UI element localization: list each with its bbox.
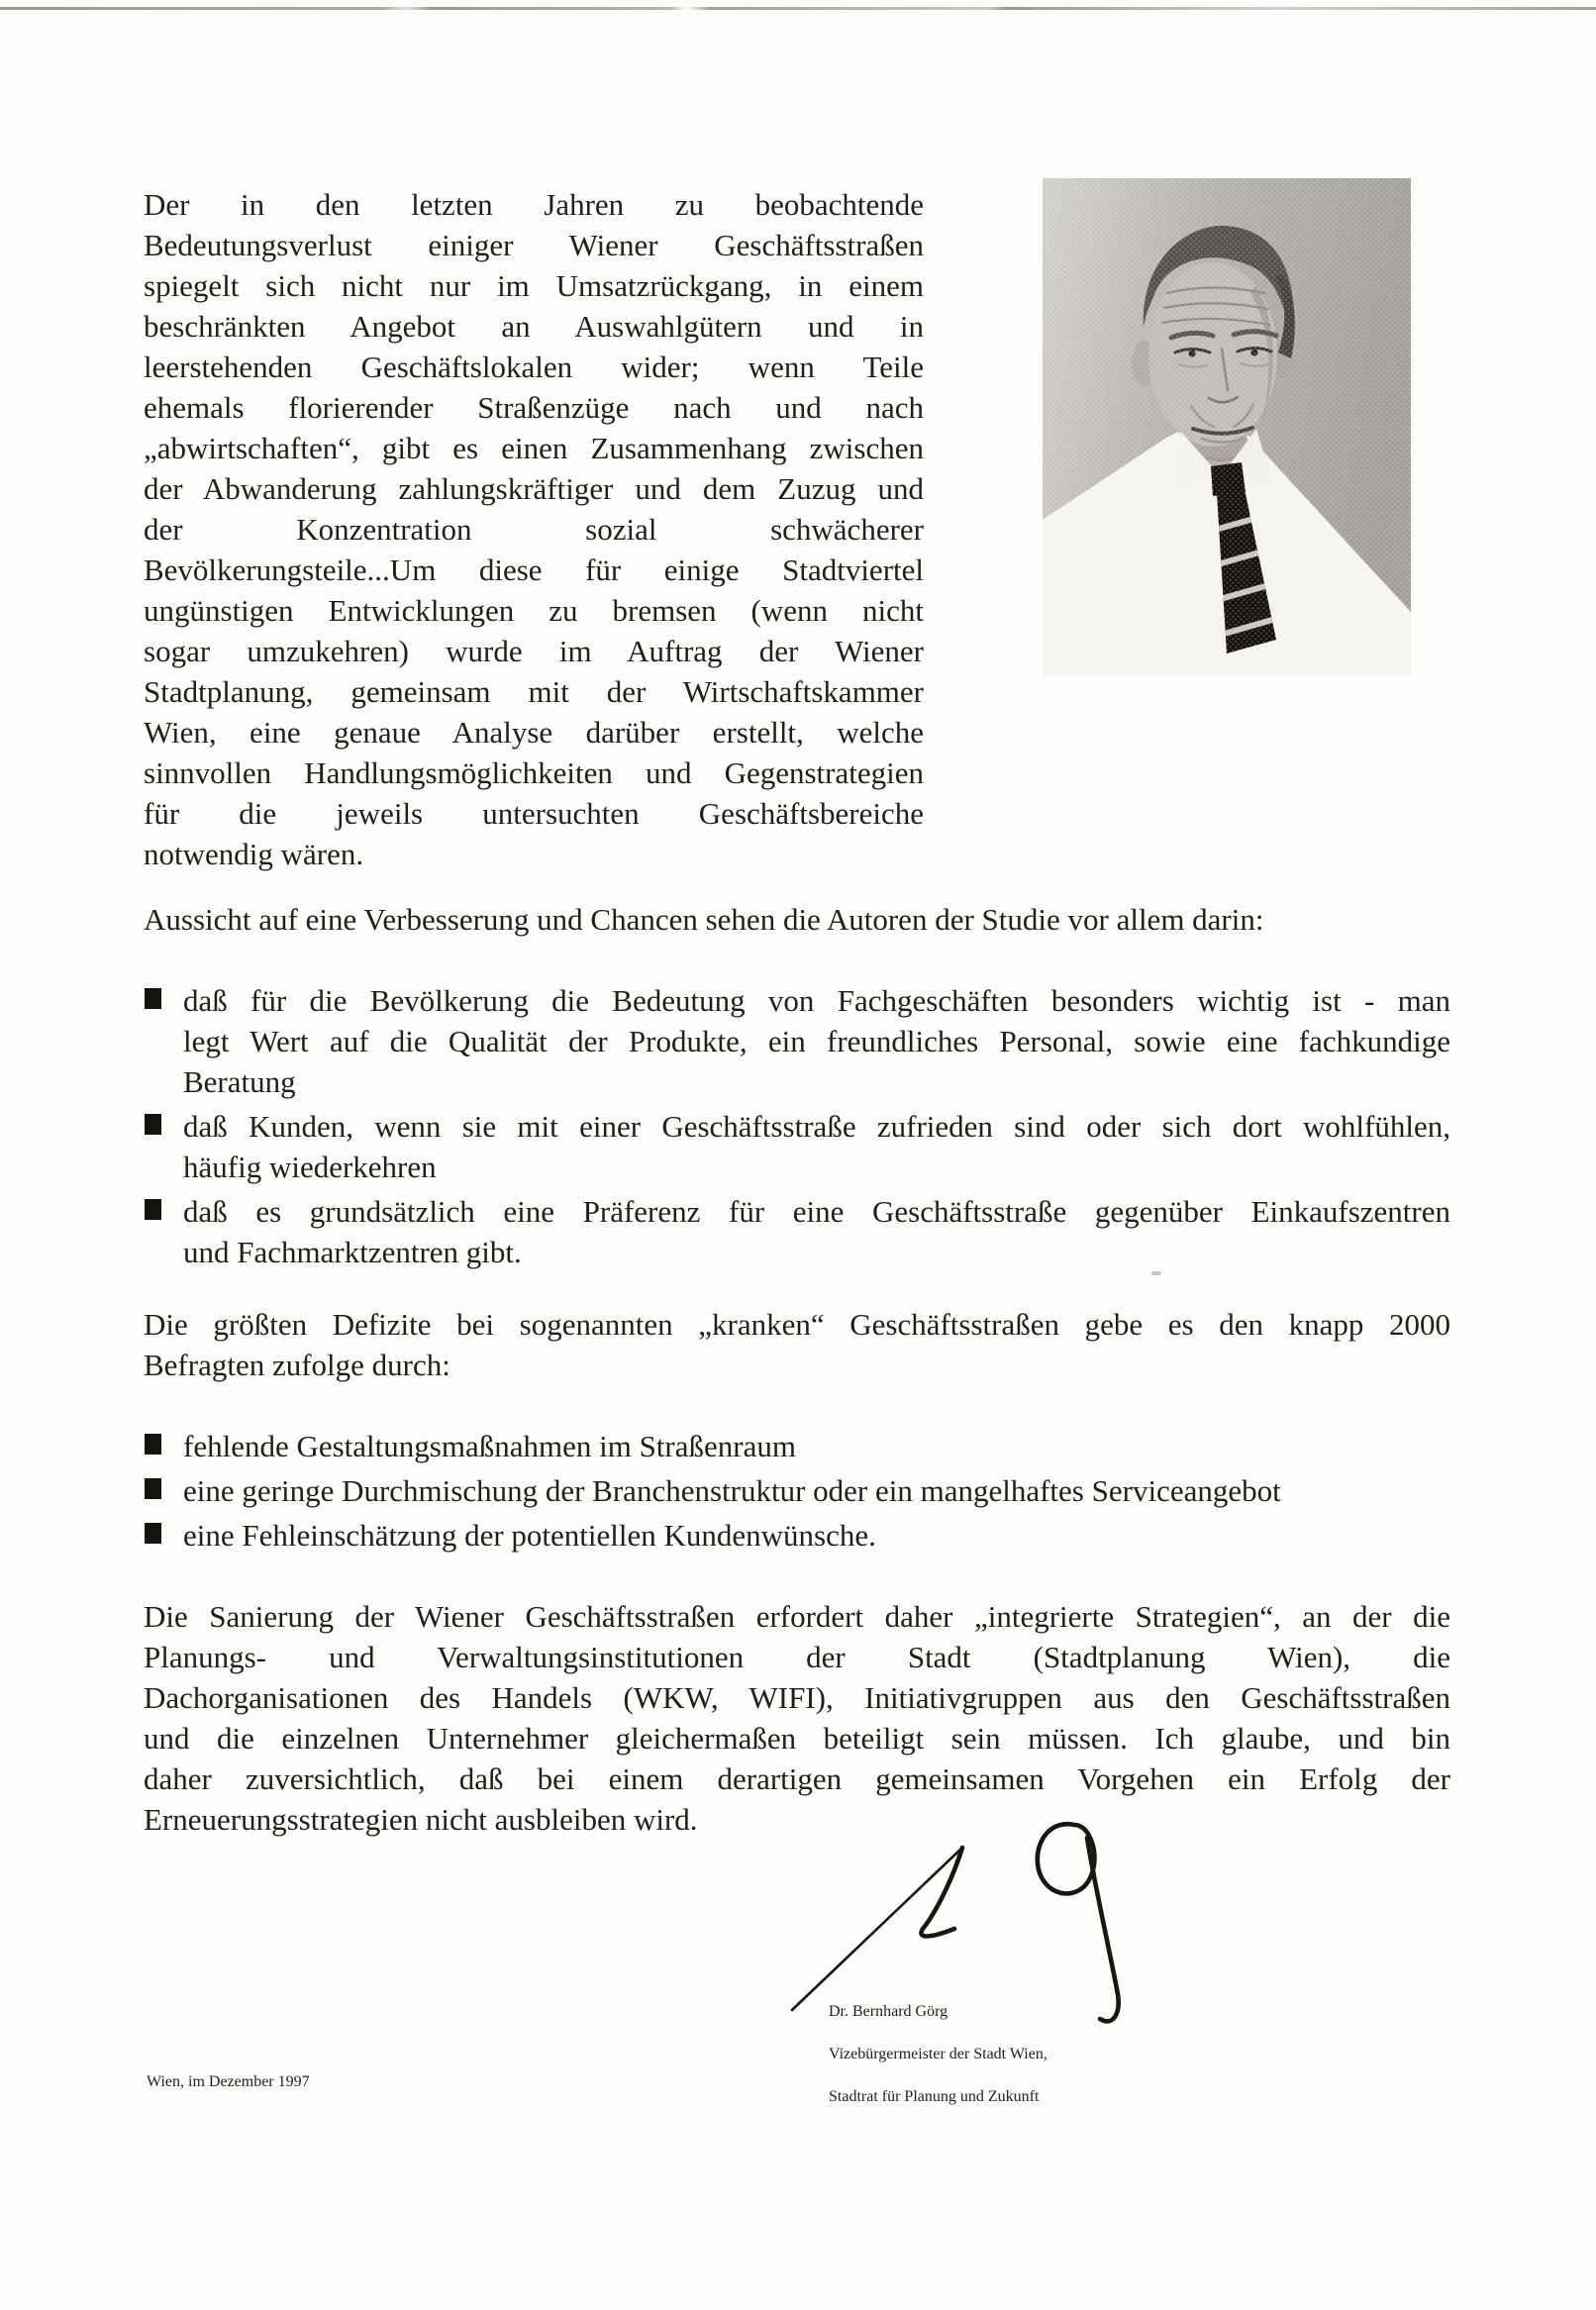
text-line: Dachorganisationen des Handels (WKW, WIFI), Initiativgruppen aus den Geschäftsstraßen — [144, 1680, 1450, 1715]
text-line: Die größten Defizite bei sogenannten „kranken“ Geschäftsstraßen gebe es den knapp 2000 — [144, 1307, 1450, 1342]
text-line: Wien, eine genaue Analyse darüber erstellt, welche — [144, 715, 924, 750]
findings-list — [144, 980, 1450, 1272]
text-line: Beratung — [183, 1064, 296, 1099]
bullet-square-icon — [145, 988, 161, 1009]
text-line: Bevölkerungsteile...Um diese für einige Stadtviertel — [144, 552, 924, 587]
text-line: der Konzentration sozial schwächerer — [144, 512, 924, 547]
bullet-square-icon — [145, 1434, 161, 1455]
bullet-square-icon — [145, 1478, 161, 1499]
portrait-photo — [1043, 178, 1411, 675]
text-line: sogar umzukehren) wurde im Auftrag der Wiener — [144, 634, 924, 668]
dateline: Wien, im Dezember 1997 — [147, 2073, 310, 2090]
text-line: Stadtplanung, gemeinsam mit der Wirtschaftskammer — [144, 674, 924, 709]
text-line: ungünstigen Entwicklungen zu bremsen (wenn nicht — [144, 593, 924, 628]
bullet-text — [183, 1106, 1450, 1187]
text-line: Der in den letzten Jahren zu beobachtende — [144, 187, 924, 222]
list-item — [144, 1470, 1450, 1511]
text-line: daß es grundsätzlich eine Präferenz für eine Geschäftsstraße gegenüber Einkaufszentren — [183, 1194, 1450, 1229]
list-item — [144, 1106, 1450, 1187]
lead-sentence: Aussicht auf eine Verbesserung und Chancen sehen die Autoren der Studie vor allem darin: — [144, 902, 1264, 937]
text-line: eine geringe Durchmischung der Branchenstruktur oder ein mangelhaftes Serviceangebot — [183, 1473, 1281, 1508]
text-line: sinnvollen Handlungsmöglichkeiten und Gegenstrategien — [144, 755, 924, 790]
text-line: eine Fehleinschätzung der potentiellen Kundenwünsche. — [183, 1518, 876, 1553]
signature-block — [829, 1990, 1443, 2118]
text-line: und Fachmarktzentren gibt. — [183, 1235, 522, 1269]
text-line: daher zuversichtlich, daß bei einem derartigen gemeinsamen Vorgehen ein Erfolg der — [144, 1761, 1450, 1796]
text-line: ehemals florierender Straßenzüge nach und nach — [144, 390, 924, 425]
text-line: Planungs- und Verwaltungsinstitutionen der Stadt (Stadtplanung Wien), die — [144, 1640, 1450, 1674]
text-line: legt Wert auf die Qualität der Produkte, ein freundliches Personal, sowie eine fachkundige — [183, 1024, 1450, 1058]
portrait-illustration — [1043, 178, 1411, 675]
list-item — [144, 1426, 1450, 1466]
text-line: beschränkten Angebot an Auswahlgütern und in — [144, 309, 924, 344]
list-item — [144, 980, 1450, 1102]
text-line: fehlende Gestaltungsmaßnahmen im Straßenraum — [183, 1429, 796, 1463]
text-line: Bedeutungsverlust einiger Wiener Geschäftsstraßen — [144, 228, 924, 262]
text-line: Befragten zufolge durch: — [144, 1348, 450, 1382]
bullet-text — [183, 980, 1450, 1102]
text-line: daß für die Bevölkerung die Bedeutung von Fachgeschäften besonders wichtig ist - man — [183, 983, 1450, 1018]
signer-title-2: Stadtrat für Planung und Zukunft — [829, 2088, 1040, 2105]
bullet-square-icon — [145, 1199, 161, 1220]
list-item — [144, 1191, 1450, 1272]
text-line: und die einzelnen Unternehmer gleichermaßen beteiligt sein müssen. Ich glaube, und bin — [144, 1721, 1450, 1756]
text-line: spiegelt sich nicht nur im Umsatzrückgang, in einem — [144, 268, 924, 303]
list-item — [144, 1515, 1450, 1556]
intro-section — [144, 184, 1450, 874]
bullet-text — [183, 1426, 1450, 1466]
text-line: notwendig wären. — [144, 837, 364, 871]
text-line: „abwirtschaften“, gibt es einen Zusammenhang zwischen — [144, 431, 924, 465]
bullet-text — [183, 1191, 1450, 1272]
deficits-intro-paragraph — [144, 1304, 1450, 1385]
text-line: der Abwanderung zahlungskräftiger und dem Zuzug und — [144, 471, 924, 506]
bullet-square-icon — [145, 1523, 161, 1544]
bullet-text — [183, 1470, 1450, 1511]
text-line: für die jeweils untersuchten Geschäftsbereiche — [144, 796, 924, 831]
text-line: daß Kunden, wenn sie mit einer Geschäftsstraße zufrieden sind oder sich dort wohlfühlen, — [183, 1109, 1450, 1144]
signer-name: Dr. Bernhard Görg — [829, 2003, 948, 2020]
text-line: leerstehenden Geschäftslokalen wider; wenn Teile — [144, 350, 924, 384]
text-line: Erneuerungsstrategien nicht ausbleiben wird. — [144, 1802, 698, 1837]
bullet-text — [183, 1515, 1450, 1556]
bullet-square-icon — [145, 1114, 161, 1135]
intro-paragraph — [144, 184, 924, 874]
deficits-list — [144, 1426, 1450, 1556]
text-line: häufig wiederkehren — [183, 1150, 437, 1184]
signer-title-1: Vizebürgermeister der Stadt Wien, — [829, 2046, 1047, 2062]
text-line: Die Sanierung der Wiener Geschäftsstraßen erfordert daher „integrierte Strategien“, an der die — [144, 1599, 1450, 1634]
closing-paragraph — [144, 1596, 1450, 1840]
